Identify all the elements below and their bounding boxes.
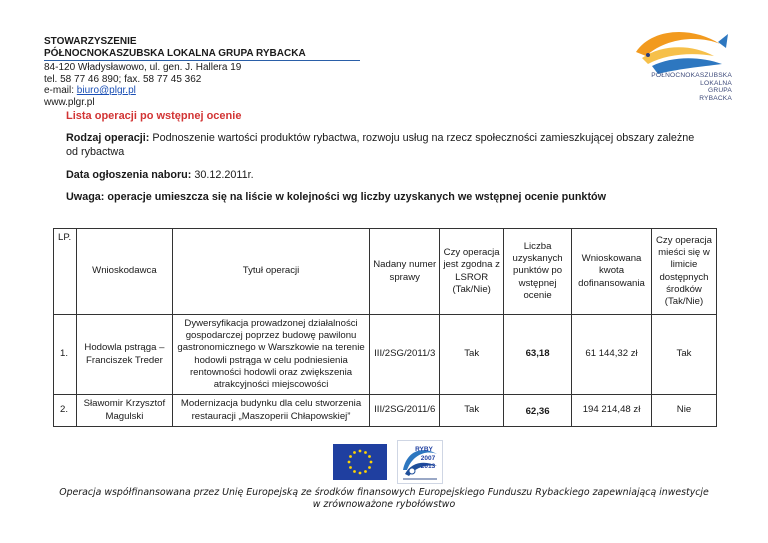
cell-points: 63,18 (504, 315, 572, 395)
ryby-logo-year-start: 2007 (420, 455, 436, 462)
plgr-logo-caption: PÓŁNOCNOKASZUBSKA LOKALNA GRUPA RYBACKA (651, 72, 732, 102)
org-phone: tel. 58 77 46 890; fax. 58 77 45 362 (44, 73, 202, 85)
list-title: Lista operacji po wstępnej ocenie (66, 110, 242, 122)
cell-case-number: III/2SG/2011/6 (370, 395, 440, 427)
cell-title: Dywersyfikacja prowadzonej działalności gospodarczej poprzez budowę pawilonu gastronomicznego w Warszkowie na terenie hodowli pstrąga w celu podniesienia rentowności hodowli oraz zwiększenia atrakcyjności miejscowości (172, 315, 369, 395)
operation-type-value: Podnoszenie wartości produktów rybactwa, rozwoju usług na rzecz społeczności zamieszkującej obszary zależne od rybactwa (66, 132, 695, 158)
email-link[interactable]: biuro@plgr.pl (76, 85, 136, 96)
announcement-date-value: 30.12.2011r. (191, 169, 254, 181)
cell-limit: Tak (652, 315, 717, 395)
operation-type (66, 131, 706, 159)
cell-amount: 61 144,32 zł (572, 315, 652, 395)
footer-line1: Operacja współfinansowana przez Unię Europejską ze środków finansowych Europejskiego Funduszu Rybackiego zapewniającą inwestycje (59, 487, 709, 498)
org-name-line2: PÓŁNOCNOKASZUBSKA LOKALNA GRUPA RYBACKA (44, 48, 360, 62)
ordering-note: Uwaga: operacje umieszcza się na liście w kolejności wg liczby uzyskanych we wstępnej ocenie punktów (66, 191, 607, 203)
footer-line2: w zrównoważone rybołówstwo (312, 499, 456, 510)
ryby-programme-logo-icon (397, 440, 443, 484)
cell-lsror: Tak (440, 395, 504, 427)
cell-amount: 194 214,48 zł (572, 395, 652, 427)
table-row (54, 315, 717, 395)
operations-table (53, 228, 717, 427)
header-lsror: Czy operacja jest zgodna z LSROR (Tak/Nie) (440, 229, 504, 315)
cell-case-number: III/2SG/2011/3 (370, 315, 440, 395)
header-case-number: Nadany numer sprawy (370, 229, 440, 315)
announcement-date-label: Data ogłoszenia naboru: (66, 169, 192, 181)
ryby-logo-word: RYBY (415, 446, 433, 453)
operation-type-label: Rodzaj operacji: (66, 132, 150, 144)
cofinancing-footer (44, 487, 724, 511)
cell-lsror: Tak (440, 315, 504, 395)
cell-applicant: Sławomir Krzysztof Magulski (76, 395, 172, 427)
eu-flag-icon (333, 444, 387, 480)
table-header-row (54, 229, 717, 315)
org-address: 84-120 Władysławowo, ul. gen. J. Hallera 19 (44, 62, 242, 73)
ryby-logo-year-end: 2013 (420, 463, 436, 470)
org-website: www.plgr.pl (44, 96, 95, 108)
header-applicant: Wnioskodawca (76, 229, 172, 315)
cell-applicant: Hodowla pstrąga – Franciszek Treder (76, 315, 172, 395)
letterhead (44, 36, 364, 108)
org-email-line (44, 85, 364, 97)
header-limit: Czy operacja mieści się w limicie dostępnych środków (Tak/Nie) (652, 229, 717, 315)
email-label: e-mail: (44, 85, 77, 96)
cell-lp: 2. (54, 395, 77, 427)
cell-lp: 1. (54, 315, 77, 395)
header-lp: LP. (54, 229, 77, 315)
org-name-line1: STOWARZYSZENIE (44, 36, 137, 47)
table-row (54, 395, 717, 427)
header-title: Tytuł operacji (172, 229, 369, 315)
header-amount: Wnioskowana kwota dofinansowania (572, 229, 652, 315)
header-points: Liczba uzyskanych punktów po wstępnej ocenie (504, 229, 572, 315)
cell-points: 62,36 (504, 395, 572, 427)
cell-limit: Nie (652, 395, 717, 427)
cell-title: Modernizacja budynku dla celu stworzenia restauracji „Maszoperii Chłapowskiej” (172, 395, 369, 427)
announcement-date (66, 169, 254, 181)
